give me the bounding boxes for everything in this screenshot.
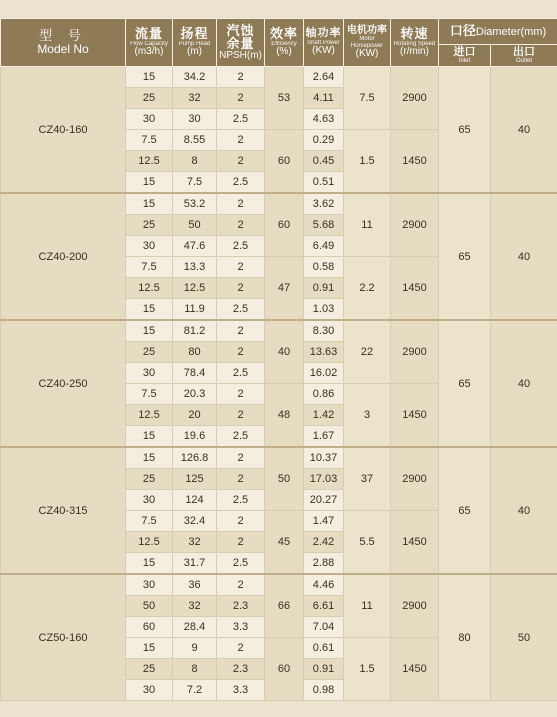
table-row: [1, 193, 557, 215]
inlet-cell: 65: [439, 447, 491, 574]
npsh-cell: 2: [217, 193, 265, 215]
speed-cell: 2900: [391, 447, 439, 511]
npsh-cell: 2: [217, 384, 265, 405]
motor-power-cell: 5.5: [344, 511, 391, 575]
npsh-cell: 2: [217, 67, 265, 88]
npsh-cell: 2: [217, 511, 265, 532]
npsh-cell: 2.5: [217, 553, 265, 575]
head-cell: 8.55: [173, 130, 217, 151]
speed-cell: 1450: [391, 511, 439, 575]
motor-power-cell: 2.2: [344, 257, 391, 321]
head-cell: 8: [173, 659, 217, 680]
motor-power-cell: 11: [344, 193, 391, 257]
shaft-power-cell: 6.49: [304, 236, 344, 257]
flow-cell: 15: [126, 447, 173, 469]
shaft-power-cell: 6.61: [304, 596, 344, 617]
shaft-power-cell: 1.47: [304, 511, 344, 532]
flow-cell: 15: [126, 426, 173, 448]
outlet-cell: 50: [491, 574, 557, 701]
model-number-cell: CZ40-250: [1, 320, 126, 447]
head-cell: 11.9: [173, 299, 217, 321]
speed-cell: 1450: [391, 130, 439, 194]
flow-cell: 12.5: [126, 151, 173, 172]
header-motor-power: 电机功率 Motor Horsepower (KW): [344, 19, 391, 67]
flow-cell: 15: [126, 553, 173, 575]
model-number-cell: CZ40-160: [1, 67, 126, 194]
head-cell: 20: [173, 405, 217, 426]
flow-cell: 15: [126, 299, 173, 321]
head-cell: 47.6: [173, 236, 217, 257]
table-row: [1, 320, 557, 342]
shaft-power-cell: 0.61: [304, 638, 344, 659]
head-cell: 78.4: [173, 363, 217, 384]
flow-cell: 30: [126, 680, 173, 701]
shaft-power-cell: 7.04: [304, 617, 344, 638]
speed-cell: 2900: [391, 320, 439, 384]
npsh-cell: 2.3: [217, 596, 265, 617]
head-cell: 8: [173, 151, 217, 172]
shaft-power-cell: 1.03: [304, 299, 344, 321]
shaft-power-cell: 13.63: [304, 342, 344, 363]
npsh-cell: 2: [217, 342, 265, 363]
head-cell: 125: [173, 469, 217, 490]
shaft-power-cell: 2.88: [304, 553, 344, 575]
header-outlet: 出口 Outlet: [491, 45, 557, 67]
shaft-power-cell: 2.64: [304, 67, 344, 88]
head-cell: 36: [173, 574, 217, 596]
header-diameter: 口径Diameter(mm): [439, 19, 557, 45]
speed-cell: 1450: [391, 384, 439, 448]
inlet-cell: 65: [439, 67, 491, 194]
npsh-cell: 2.5: [217, 109, 265, 130]
table-row: [1, 447, 557, 469]
flow-cell: 15: [126, 638, 173, 659]
flow-cell: 15: [126, 172, 173, 194]
npsh-cell: 2.5: [217, 426, 265, 448]
header-inlet: 进口 Inlet: [439, 45, 491, 67]
npsh-cell: 2: [217, 320, 265, 342]
inlet-cell: 80: [439, 574, 491, 701]
npsh-cell: 2: [217, 447, 265, 469]
npsh-cell: 2.5: [217, 172, 265, 194]
npsh-cell: 2: [217, 638, 265, 659]
shaft-power-cell: 8.30: [304, 320, 344, 342]
head-cell: 31.7: [173, 553, 217, 575]
shaft-power-cell: 1.67: [304, 426, 344, 448]
model-number-cell: CZ50-160: [1, 574, 126, 701]
head-cell: 7.2: [173, 680, 217, 701]
head-cell: 50: [173, 215, 217, 236]
efficiency-cell: 48: [265, 384, 304, 448]
table-row: [1, 67, 557, 88]
flow-cell: 12.5: [126, 278, 173, 299]
flow-cell: 25: [126, 469, 173, 490]
flow-cell: 15: [126, 193, 173, 215]
outlet-cell: 40: [491, 447, 557, 574]
npsh-cell: 2: [217, 88, 265, 109]
flow-cell: 60: [126, 617, 173, 638]
motor-power-cell: 37: [344, 447, 391, 511]
header-speed: 转速 Rotating Speed (r/min): [391, 19, 439, 67]
npsh-cell: 2: [217, 215, 265, 236]
outlet-cell: 40: [491, 67, 557, 194]
table-body: [1, 67, 557, 701]
npsh-cell: 2.3: [217, 659, 265, 680]
head-cell: 124: [173, 490, 217, 511]
npsh-cell: 3.3: [217, 680, 265, 701]
shaft-power-cell: 10.37: [304, 447, 344, 469]
head-cell: 32: [173, 88, 217, 109]
head-cell: 7.5: [173, 172, 217, 194]
motor-power-cell: 7.5: [344, 67, 391, 130]
motor-power-cell: 1.5: [344, 130, 391, 194]
shaft-power-cell: 17.03: [304, 469, 344, 490]
shaft-power-cell: 0.45: [304, 151, 344, 172]
speed-cell: 1450: [391, 257, 439, 321]
head-cell: 9: [173, 638, 217, 659]
shaft-power-cell: 1.42: [304, 405, 344, 426]
head-cell: 20.3: [173, 384, 217, 405]
flow-cell: 7.5: [126, 511, 173, 532]
inlet-cell: 65: [439, 193, 491, 320]
efficiency-cell: 50: [265, 447, 304, 511]
head-cell: 32: [173, 596, 217, 617]
motor-power-cell: 22: [344, 320, 391, 384]
head-cell: 28.4: [173, 617, 217, 638]
npsh-cell: 2: [217, 257, 265, 278]
flow-cell: 30: [126, 236, 173, 257]
flow-cell: 30: [126, 363, 173, 384]
header-shaft-power: 轴功率 Shaft Power (KW): [304, 19, 344, 67]
shaft-power-cell: 0.51: [304, 172, 344, 194]
inlet-cell: 65: [439, 320, 491, 447]
npsh-cell: 2: [217, 532, 265, 553]
shaft-power-cell: 2.42: [304, 532, 344, 553]
efficiency-cell: 45: [265, 511, 304, 575]
flow-cell: 15: [126, 320, 173, 342]
speed-cell: 2900: [391, 193, 439, 257]
speed-cell: 2900: [391, 67, 439, 130]
speed-cell: 1450: [391, 638, 439, 701]
motor-power-cell: 3: [344, 384, 391, 448]
shaft-power-cell: 20.27: [304, 490, 344, 511]
npsh-cell: 2.5: [217, 363, 265, 384]
npsh-cell: 3.3: [217, 617, 265, 638]
flow-cell: 7.5: [126, 130, 173, 151]
flow-cell: 25: [126, 215, 173, 236]
shaft-power-cell: 16.02: [304, 363, 344, 384]
shaft-power-cell: 4.63: [304, 109, 344, 130]
model-number-cell: CZ40-200: [1, 193, 126, 320]
efficiency-cell: 40: [265, 320, 304, 384]
motor-power-cell: 11: [344, 574, 391, 638]
flow-cell: 30: [126, 109, 173, 130]
head-cell: 30: [173, 109, 217, 130]
efficiency-cell: 60: [265, 130, 304, 194]
flow-cell: 25: [126, 342, 173, 363]
npsh-cell: 2: [217, 151, 265, 172]
pump-spec-table: [0, 18, 557, 701]
shaft-power-cell: 3.62: [304, 193, 344, 215]
head-cell: 32: [173, 532, 217, 553]
header-model: 型 号 Model No: [1, 19, 126, 67]
table-row: [1, 574, 557, 596]
shaft-power-cell: 5.68: [304, 215, 344, 236]
npsh-cell: 2.5: [217, 490, 265, 511]
flow-cell: 15: [126, 67, 173, 88]
shaft-power-cell: 0.29: [304, 130, 344, 151]
npsh-cell: 2.5: [217, 299, 265, 321]
head-cell: 32.4: [173, 511, 217, 532]
shaft-power-cell: 0.58: [304, 257, 344, 278]
head-cell: 53.2: [173, 193, 217, 215]
flow-cell: 30: [126, 490, 173, 511]
npsh-cell: 2: [217, 405, 265, 426]
flow-cell: 25: [126, 659, 173, 680]
header-npsh: 汽蚀 余量 NPSH(m): [217, 19, 265, 67]
npsh-cell: 2.5: [217, 236, 265, 257]
head-cell: 126.8: [173, 447, 217, 469]
header-efficiency: 效率 Efficiency (%): [265, 19, 304, 67]
head-cell: 80: [173, 342, 217, 363]
flow-cell: 25: [126, 88, 173, 109]
outlet-cell: 40: [491, 320, 557, 447]
head-cell: 12.5: [173, 278, 217, 299]
flow-cell: 30: [126, 574, 173, 596]
model-number-cell: CZ40-315: [1, 447, 126, 574]
head-cell: 81.2: [173, 320, 217, 342]
efficiency-cell: 60: [265, 193, 304, 257]
efficiency-cell: 66: [265, 574, 304, 638]
header-flow: 流量 Flow Capacity (m3/h): [126, 19, 173, 67]
npsh-cell: 2: [217, 130, 265, 151]
head-cell: 34.2: [173, 67, 217, 88]
npsh-cell: 2: [217, 469, 265, 490]
outlet-cell: 40: [491, 193, 557, 320]
flow-cell: 7.5: [126, 384, 173, 405]
npsh-cell: 2: [217, 278, 265, 299]
table-header: [1, 19, 557, 67]
efficiency-cell: 47: [265, 257, 304, 321]
efficiency-cell: 53: [265, 67, 304, 130]
header-head: 扬程 Pump Head (m): [173, 19, 217, 67]
flow-cell: 12.5: [126, 532, 173, 553]
speed-cell: 2900: [391, 574, 439, 638]
shaft-power-cell: 0.91: [304, 278, 344, 299]
shaft-power-cell: 0.86: [304, 384, 344, 405]
npsh-cell: 2: [217, 574, 265, 596]
efficiency-cell: 60: [265, 638, 304, 701]
flow-cell: 7.5: [126, 257, 173, 278]
shaft-power-cell: 4.11: [304, 88, 344, 109]
shaft-power-cell: 0.91: [304, 659, 344, 680]
head-cell: 13.3: [173, 257, 217, 278]
motor-power-cell: 1.5: [344, 638, 391, 701]
shaft-power-cell: 4.46: [304, 574, 344, 596]
flow-cell: 50: [126, 596, 173, 617]
shaft-power-cell: 0.98: [304, 680, 344, 701]
head-cell: 19.6: [173, 426, 217, 448]
flow-cell: 12.5: [126, 405, 173, 426]
